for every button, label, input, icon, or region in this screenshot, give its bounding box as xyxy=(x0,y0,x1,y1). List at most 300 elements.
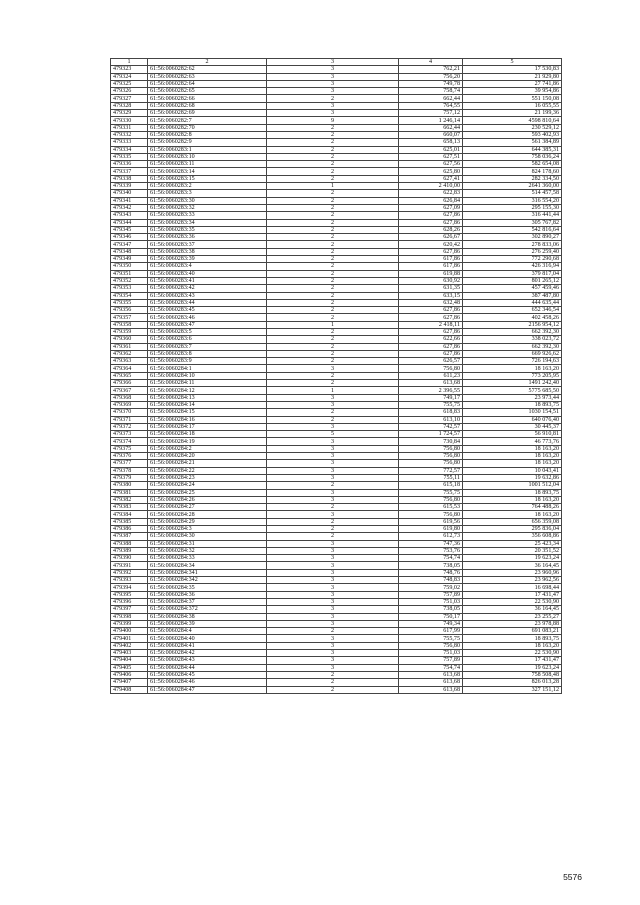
table-row xyxy=(111,679,562,686)
table-row xyxy=(111,416,562,423)
table-cell: 61:56:0060282:9 xyxy=(148,139,267,146)
table-cell: 3 xyxy=(267,394,399,401)
table-cell: 3 xyxy=(267,562,399,569)
table-cell: 2 410,00 xyxy=(399,183,463,190)
table-cell: 479386 xyxy=(111,526,148,533)
table-cell: 1030 154,51 xyxy=(463,409,562,416)
table-cell: 479395 xyxy=(111,591,148,598)
table-cell: 479388 xyxy=(111,540,148,547)
table-cell: 4598 810,64 xyxy=(463,117,562,124)
table-cell: 613,68 xyxy=(399,686,463,693)
table-cell: 61:56:0060283:32 xyxy=(148,204,267,211)
table-cell: 17 530,83 xyxy=(463,66,562,73)
column-header: 5 xyxy=(463,59,562,66)
table-cell: 61:56:0060283:7 xyxy=(148,343,267,350)
table-cell: 656 359,08 xyxy=(463,518,562,525)
table-cell: 479400 xyxy=(111,628,148,635)
table-cell: 21 199,36 xyxy=(463,110,562,117)
table-cell: 479336 xyxy=(111,161,148,168)
table-cell: 61:56:0060283:9 xyxy=(148,358,267,365)
table-cell: 2 xyxy=(267,153,399,160)
table-cell: 633,15 xyxy=(399,292,463,299)
table-cell: 2 xyxy=(267,241,399,248)
table-cell: 61:56:0060284:15 xyxy=(148,409,267,416)
table-cell: 627,86 xyxy=(399,350,463,357)
table-cell: 758,74 xyxy=(399,88,463,95)
table-cell: 754,74 xyxy=(399,555,463,562)
table-cell: 23 255,27 xyxy=(463,613,562,620)
table-cell: 479362 xyxy=(111,350,148,357)
table-cell: 426 316,94 xyxy=(463,263,562,270)
table-cell: 754,74 xyxy=(399,664,463,671)
table-cell: 61:56:0060283:36 xyxy=(148,234,267,241)
table-cell: 2 xyxy=(267,482,399,489)
table-row xyxy=(111,365,562,372)
table-cell: 39 954,86 xyxy=(463,88,562,95)
table-cell: 1 724,57 xyxy=(399,431,463,438)
table-cell: 756,80 xyxy=(399,496,463,503)
table-cell: 61:56:0060284:27 xyxy=(148,504,267,511)
table-cell: 3 xyxy=(267,547,399,554)
table-row xyxy=(111,620,562,627)
table-cell: 61:56:0060282:66 xyxy=(148,95,267,102)
table-cell: 479361 xyxy=(111,343,148,350)
table-row xyxy=(111,380,562,387)
table-cell: 18 163,20 xyxy=(463,445,562,452)
table-row xyxy=(111,307,562,314)
table-cell: 3 xyxy=(267,445,399,452)
table-cell: 3 xyxy=(267,66,399,73)
table-row xyxy=(111,102,562,109)
table-cell: 61:56:0060284:372 xyxy=(148,606,267,613)
table-cell: 3 xyxy=(267,606,399,613)
table-cell: 619,56 xyxy=(399,518,463,525)
column-header: 3 xyxy=(267,59,399,66)
table-cell: 561 384,89 xyxy=(463,139,562,146)
table-cell: 2 418,11 xyxy=(399,321,463,328)
table-cell: 479375 xyxy=(111,445,148,452)
table-cell: 61:56:0060284:22 xyxy=(148,467,267,474)
table-cell: 479334 xyxy=(111,146,148,153)
table-row xyxy=(111,635,562,642)
table-row xyxy=(111,467,562,474)
table-cell: 3 xyxy=(267,664,399,671)
table-cell: 749,34 xyxy=(399,620,463,627)
table-row xyxy=(111,219,562,226)
table-row xyxy=(111,642,562,649)
table-cell: 61:56:0060284:33 xyxy=(148,555,267,562)
table-cell: 3 xyxy=(267,613,399,620)
table-cell: 387 487,80 xyxy=(463,292,562,299)
table-cell: 626,84 xyxy=(399,197,463,204)
table-cell: 22 530,90 xyxy=(463,650,562,657)
table-cell: 61:56:0060284:38 xyxy=(148,613,267,620)
table-cell: 479327 xyxy=(111,95,148,102)
table-row xyxy=(111,401,562,408)
table-row xyxy=(111,256,562,263)
table-cell: 61:56:0060283:1 xyxy=(148,146,267,153)
table-cell: 658,13 xyxy=(399,139,463,146)
table-cell: 18 163,20 xyxy=(463,511,562,518)
table-cell: 479351 xyxy=(111,270,148,277)
table-cell: 61:56:0060283:42 xyxy=(148,285,267,292)
table-cell: 479374 xyxy=(111,438,148,445)
table-cell: 2 xyxy=(267,358,399,365)
table-cell: 479330 xyxy=(111,117,148,124)
table-cell: 61:56:0060284:10 xyxy=(148,372,267,379)
table-cell: 551 150,08 xyxy=(463,95,562,102)
table-cell: 3 xyxy=(267,650,399,657)
table-row xyxy=(111,438,562,445)
table-cell: 316 441,44 xyxy=(463,212,562,219)
table-cell: 479365 xyxy=(111,372,148,379)
table-cell: 61:56:0060284:16 xyxy=(148,416,267,423)
table-row xyxy=(111,146,562,153)
table-cell: 3 xyxy=(267,110,399,117)
table-cell: 1 xyxy=(267,321,399,328)
table-cell: 2 xyxy=(267,139,399,146)
table-cell: 758 036,24 xyxy=(463,153,562,160)
table-cell: 2 xyxy=(267,504,399,511)
table-cell: 627,86 xyxy=(399,314,463,321)
table-cell: 18 163,20 xyxy=(463,453,562,460)
table-cell: 61:56:0060283:5 xyxy=(148,328,267,335)
table-cell: 514 457,58 xyxy=(463,190,562,197)
table-row xyxy=(111,117,562,124)
table-cell: 479325 xyxy=(111,80,148,87)
table-cell: 18 163,20 xyxy=(463,365,562,372)
table-cell: 61:56:0060282:8 xyxy=(148,131,267,138)
table-row xyxy=(111,212,562,219)
table-cell: 61:56:0060283:15 xyxy=(148,175,267,182)
table-cell: 1001 512,04 xyxy=(463,482,562,489)
table-cell: 730,84 xyxy=(399,438,463,445)
table-cell: 625,80 xyxy=(399,168,463,175)
table-row xyxy=(111,591,562,598)
table-cell: 17 431,47 xyxy=(463,657,562,664)
table-cell: 3 xyxy=(267,460,399,467)
table-cell: 479350 xyxy=(111,263,148,270)
table-row xyxy=(111,671,562,678)
table-cell: 619,88 xyxy=(399,270,463,277)
table-cell: 750,17 xyxy=(399,613,463,620)
table-row xyxy=(111,263,562,270)
table-cell: 9 xyxy=(267,117,399,124)
table-cell: 61:56:0060284:13 xyxy=(148,394,267,401)
table-cell: 627,86 xyxy=(399,307,463,314)
table-cell: 23 960,96 xyxy=(463,569,562,576)
table-cell: 61:56:0060284:39 xyxy=(148,620,267,627)
table-cell: 749,17 xyxy=(399,394,463,401)
table-cell: 356 608,86 xyxy=(463,533,562,540)
table-row xyxy=(111,358,562,365)
table-cell: 305 767,82 xyxy=(463,219,562,226)
table-cell: 479402 xyxy=(111,642,148,649)
table-cell: 61:56:0060284:31 xyxy=(148,540,267,547)
table-cell: 479399 xyxy=(111,620,148,627)
table-cell: 61:56:0060283:3 xyxy=(148,190,267,197)
table-cell: 61:56:0060283:46 xyxy=(148,314,267,321)
table-cell: 662 392,30 xyxy=(463,328,562,335)
table-cell: 379 817,04 xyxy=(463,270,562,277)
table-cell: 479363 xyxy=(111,358,148,365)
table-cell: 627,86 xyxy=(399,212,463,219)
table-cell: 61:56:0060283:6 xyxy=(148,336,267,343)
table-cell: 762,21 xyxy=(399,66,463,73)
table-cell: 479364 xyxy=(111,365,148,372)
table-cell: 27 741,86 xyxy=(463,80,562,87)
table-cell: 19 623,24 xyxy=(463,555,562,562)
table-cell: 61:56:0060284:12 xyxy=(148,387,267,394)
table-cell: 622,83 xyxy=(399,190,463,197)
table-cell: 756,80 xyxy=(399,453,463,460)
table-cell: 2 xyxy=(267,350,399,357)
table-cell: 295 836,04 xyxy=(463,526,562,533)
data-table xyxy=(110,58,562,694)
table-cell: 479333 xyxy=(111,139,148,146)
table-cell: 1491 242,40 xyxy=(463,380,562,387)
table-cell: 21 929,80 xyxy=(463,73,562,80)
table-cell: 2 xyxy=(267,277,399,284)
table-cell: 3 xyxy=(267,489,399,496)
table-row xyxy=(111,613,562,620)
table-cell: 631,35 xyxy=(399,285,463,292)
table-cell: 302 890,27 xyxy=(463,234,562,241)
table-cell: 801 265,12 xyxy=(463,277,562,284)
table-cell: 764 488,26 xyxy=(463,504,562,511)
table-cell: 61:56:0060284:42 xyxy=(148,650,267,657)
page-number: 5576 xyxy=(563,872,582,882)
table-cell: 3 xyxy=(267,569,399,576)
table-cell: 20 351,52 xyxy=(463,547,562,554)
table-cell: 2 xyxy=(267,131,399,138)
table-row xyxy=(111,277,562,284)
table-cell: 61:56:0060284:20 xyxy=(148,453,267,460)
table-cell: 615,53 xyxy=(399,504,463,511)
table-cell: 61:56:0060283:2 xyxy=(148,183,267,190)
table-cell: 18 893,75 xyxy=(463,635,562,642)
table-cell: 2 xyxy=(267,314,399,321)
table-cell: 479380 xyxy=(111,482,148,489)
table-header-row xyxy=(111,59,562,66)
table-cell: 61:56:0060283:44 xyxy=(148,299,267,306)
table-cell: 61:56:0060283:14 xyxy=(148,168,267,175)
table-cell: 18 893,75 xyxy=(463,401,562,408)
table-cell: 479373 xyxy=(111,431,148,438)
table-cell: 755,75 xyxy=(399,635,463,642)
table-cell: 479349 xyxy=(111,256,148,263)
table-row xyxy=(111,190,562,197)
table-cell: 753,76 xyxy=(399,547,463,554)
table-cell: 61:56:0060283:45 xyxy=(148,307,267,314)
table-cell: 327 151,12 xyxy=(463,686,562,693)
table-row xyxy=(111,474,562,481)
table-cell: 479406 xyxy=(111,671,148,678)
table-row xyxy=(111,204,562,211)
table-row xyxy=(111,577,562,584)
table-cell: 18 163,20 xyxy=(463,460,562,467)
table-cell: 479408 xyxy=(111,686,148,693)
table-cell: 61:56:0060284:24 xyxy=(148,482,267,489)
table-cell: 3 xyxy=(267,102,399,109)
table-cell: 748,83 xyxy=(399,577,463,584)
table-cell: 444 635,44 xyxy=(463,299,562,306)
table-cell: 479392 xyxy=(111,569,148,576)
table-cell: 479398 xyxy=(111,613,148,620)
table-cell: 3 xyxy=(267,438,399,445)
table-cell: 479370 xyxy=(111,409,148,416)
table-row xyxy=(111,270,562,277)
table-cell: 18 163,20 xyxy=(463,642,562,649)
table-cell: 3 xyxy=(267,591,399,598)
table-row xyxy=(111,394,562,401)
table-cell: 627,41 xyxy=(399,175,463,182)
table-cell: 627,09 xyxy=(399,204,463,211)
table-cell: 479376 xyxy=(111,453,148,460)
table-cell: 755,75 xyxy=(399,489,463,496)
table-row xyxy=(111,409,562,416)
table-cell: 295 155,30 xyxy=(463,204,562,211)
table-row xyxy=(111,496,562,503)
table-cell: 758 508,48 xyxy=(463,671,562,678)
table-cell: 61:56:0060284:21 xyxy=(148,460,267,467)
table-cell: 2 xyxy=(267,168,399,175)
table-cell: 61:56:0060283:33 xyxy=(148,212,267,219)
table-cell: 756,80 xyxy=(399,365,463,372)
table-cell: 2 xyxy=(267,256,399,263)
table-cell: 61:56:0060284:29 xyxy=(148,518,267,525)
table-cell: 627,51 xyxy=(399,153,463,160)
table-cell: 2 xyxy=(267,197,399,204)
table-row xyxy=(111,175,562,182)
table-cell: 593 402,93 xyxy=(463,131,562,138)
table-cell: 61:56:0060283:30 xyxy=(148,197,267,204)
table-cell: 30 445,37 xyxy=(463,423,562,430)
table-cell: 479358 xyxy=(111,321,148,328)
table-cell: 691 083,21 xyxy=(463,628,562,635)
table-row xyxy=(111,153,562,160)
table-cell: 628,26 xyxy=(399,226,463,233)
table-cell: 622,66 xyxy=(399,336,463,343)
table-row xyxy=(111,423,562,430)
table-cell: 2 xyxy=(267,372,399,379)
table-cell: 2 xyxy=(267,219,399,226)
table-cell: 660,07 xyxy=(399,131,463,138)
table-cell: 23 973,44 xyxy=(463,394,562,401)
table-cell: 627,86 xyxy=(399,343,463,350)
table-cell: 61:56:0060282:68 xyxy=(148,102,267,109)
table-row xyxy=(111,555,562,562)
table-cell: 640 076,40 xyxy=(463,416,562,423)
table-cell: 738,05 xyxy=(399,606,463,613)
table-cell: 23 962,56 xyxy=(463,577,562,584)
table-row xyxy=(111,453,562,460)
table-cell: 61:56:0060284:3 xyxy=(148,526,267,533)
table-cell: 479390 xyxy=(111,555,148,562)
table-row xyxy=(111,606,562,613)
table-cell: 2 xyxy=(267,95,399,102)
table-row xyxy=(111,161,562,168)
table-cell: 61:56:0060283:38 xyxy=(148,248,267,255)
table-cell: 479381 xyxy=(111,489,148,496)
table-cell: 479389 xyxy=(111,547,148,554)
table-cell: 2 xyxy=(267,343,399,350)
table-cell: 2 xyxy=(267,190,399,197)
table-cell: 61:56:0060284:17 xyxy=(148,423,267,430)
table-row xyxy=(111,73,562,80)
table-cell: 402 458,26 xyxy=(463,314,562,321)
table-cell: 61:56:0060282:7 xyxy=(148,117,267,124)
table-cell: 627,86 xyxy=(399,248,463,255)
table-cell: 3 xyxy=(267,620,399,627)
table-row xyxy=(111,336,562,343)
table-cell: 626,57 xyxy=(399,358,463,365)
table-cell: 61:56:0060282:70 xyxy=(148,124,267,131)
table-cell: 2 xyxy=(267,263,399,270)
table-row xyxy=(111,110,562,117)
table-cell: 61:56:0060284:47 xyxy=(148,686,267,693)
table-cell: 479354 xyxy=(111,292,148,299)
table-cell: 3 xyxy=(267,80,399,87)
table-cell: 751,03 xyxy=(399,598,463,605)
table-row xyxy=(111,168,562,175)
table-cell: 61:56:0060284:30 xyxy=(148,533,267,540)
table-cell: 3 xyxy=(267,73,399,80)
table-row xyxy=(111,511,562,518)
table-row xyxy=(111,431,562,438)
table-cell: 479328 xyxy=(111,102,148,109)
table-cell: 613,68 xyxy=(399,671,463,678)
table-cell: 738,05 xyxy=(399,562,463,569)
table-cell: 2 xyxy=(267,292,399,299)
table-cell: 36 164,45 xyxy=(463,562,562,569)
table-cell: 61:56:0060284:25 xyxy=(148,489,267,496)
table-cell: 479344 xyxy=(111,219,148,226)
table-cell: 479391 xyxy=(111,562,148,569)
table-cell: 755,11 xyxy=(399,474,463,481)
table-cell: 757,89 xyxy=(399,591,463,598)
table-cell: 61:56:0060283:43 xyxy=(148,292,267,299)
table-cell: 61:56:0060283:35 xyxy=(148,226,267,233)
table-cell: 61:56:0060284:37 xyxy=(148,598,267,605)
table-cell: 2 xyxy=(267,526,399,533)
table-cell: 627,86 xyxy=(399,328,463,335)
table-cell: 61:56:0060283:34 xyxy=(148,219,267,226)
table-cell: 613,10 xyxy=(399,416,463,423)
table-cell: 479326 xyxy=(111,88,148,95)
table-row xyxy=(111,183,562,190)
table-cell: 479341 xyxy=(111,197,148,204)
table-cell: 479377 xyxy=(111,460,148,467)
table-cell: 479382 xyxy=(111,496,148,503)
table-cell: 17 431,47 xyxy=(463,591,562,598)
table-cell: 2 xyxy=(267,328,399,335)
table-cell: 61:56:0060284:23 xyxy=(148,474,267,481)
table-cell: 756,20 xyxy=(399,73,463,80)
table-cell: 316 554,20 xyxy=(463,197,562,204)
table-cell: 61:56:0060284:35 xyxy=(148,584,267,591)
table-row xyxy=(111,80,562,87)
table-row xyxy=(111,584,562,591)
table-cell: 479366 xyxy=(111,380,148,387)
table-cell: 61:56:0060282:63 xyxy=(148,73,267,80)
table-row xyxy=(111,489,562,496)
table-cell: 61:56:0060284:40 xyxy=(148,635,267,642)
table-cell: 582 654,08 xyxy=(463,161,562,168)
table-cell: 2 xyxy=(267,380,399,387)
table-row xyxy=(111,95,562,102)
table-row xyxy=(111,628,562,635)
